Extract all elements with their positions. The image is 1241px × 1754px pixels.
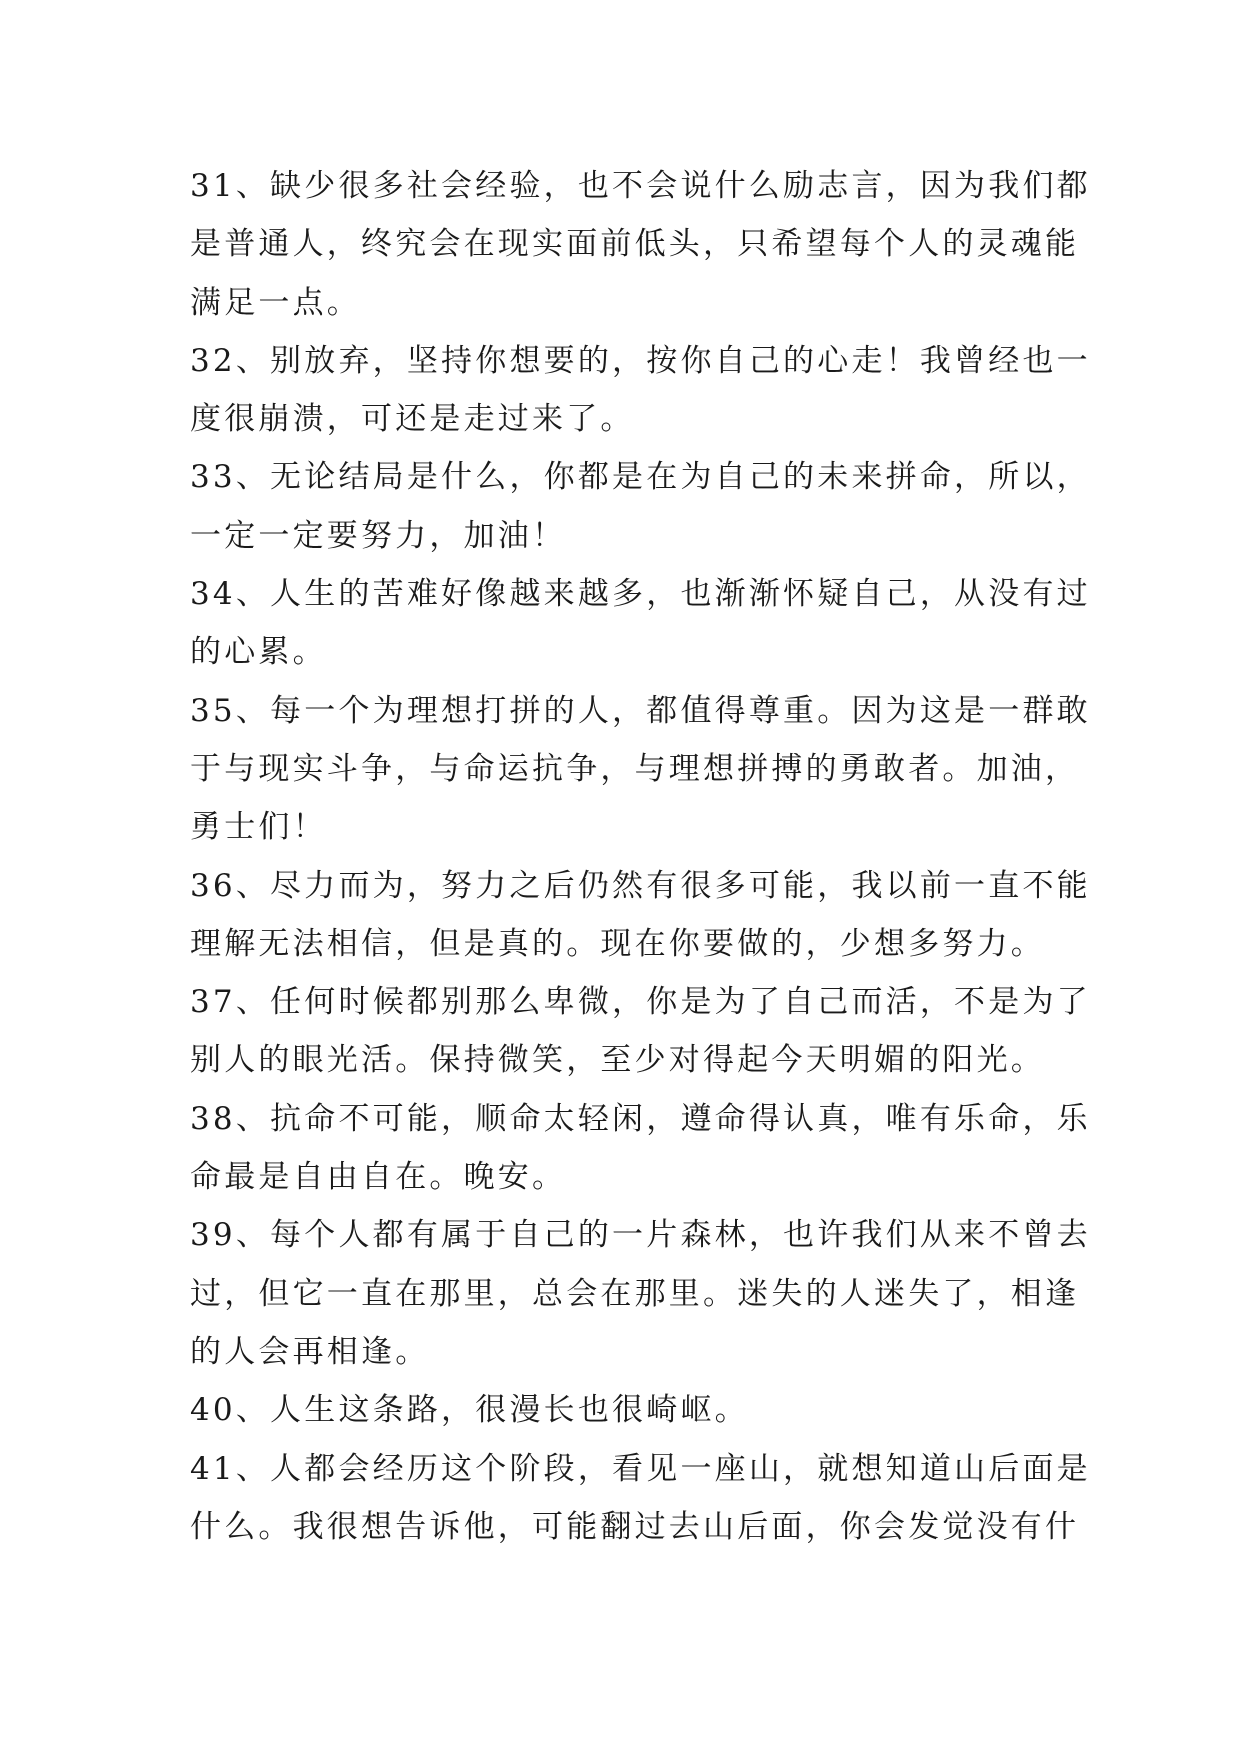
text-line: 37、任何时候都别那么卑微，你是为了自己而活，不是为了 [190, 984, 1091, 1021]
text-line: 40、人生这条路，很漫长也很崎岖。 [190, 1392, 749, 1429]
text-line: 别人的眼光活。保持微笑，至少对得起今天明媚的阳光。 [190, 1042, 1045, 1079]
text-line: 的心累。 [190, 634, 327, 671]
text-line: 36、尽力而为，努力之后仍然有很多可能，我以前一直不能 [190, 867, 1091, 904]
text-line: 41、人都会经历这个阶段，看见一座山，就想知道山后面是 [190, 1450, 1091, 1487]
text-line: 勇士们！ [190, 809, 327, 846]
text-line: 33、无论结局是什么，你都是在为自己的未来拼命，所以， [190, 459, 1091, 496]
text-line: 过，但它一直在那里，总会在那里。迷失的人迷失了，相逢 [190, 1275, 1080, 1312]
text-line: 39、每个人都有属于自己的一片森林，也许我们从来不曾去 [190, 1217, 1091, 1254]
text-line: 35、每一个为理想打拼的人，都值得尊重。因为这是一群敢 [190, 692, 1091, 729]
text-line: 34、人生的苦难好像越来越多，也渐渐怀疑自己，从没有过 [190, 576, 1091, 613]
text-line: 38、抗命不可能，顺命太轻闲，遵命得认真，唯有乐命，乐 [190, 1100, 1091, 1137]
text-line: 满足一点。 [190, 284, 361, 321]
text-line: 度很崩溃，可还是走过来了。 [190, 401, 635, 438]
text-line: 32、别放弃，坚持你想要的，按你自己的心走！我曾经也一 [190, 342, 1091, 379]
text-line: 的人会再相逢。 [190, 1333, 430, 1370]
document-body [190, 157, 1091, 1556]
text-line: 命最是自由自在。晚安。 [190, 1159, 567, 1196]
text-line: 31、缺少很多社会经验，也不会说什么励志言，因为我们都 [190, 168, 1091, 204]
text-line: 是普通人，终究会在现实面前低头，只希望每个人的灵魂能 [190, 226, 1080, 263]
text-line: 一定一定要努力，加油！ [190, 517, 567, 554]
text-line: 理解无法相信，但是真的。现在你要做的，少想多努力。 [190, 925, 1045, 962]
text-line: 于与现实斗争，与命运抗争，与理想拼搏的勇敢者。加油， [190, 750, 1080, 787]
text-line: 什么。我很想告诉他，可能翻过去山后面，你会发觉没有什 [190, 1508, 1080, 1545]
